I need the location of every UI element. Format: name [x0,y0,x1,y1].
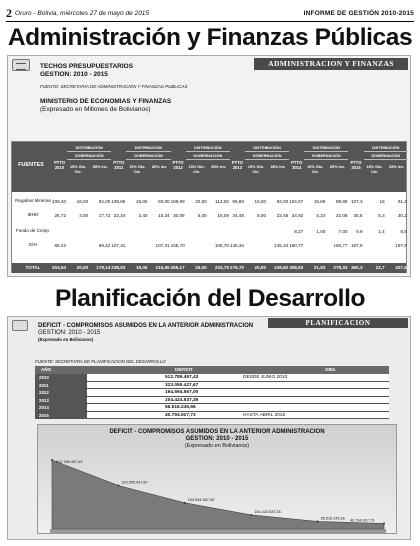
table-row [35,382,389,390]
row-deficit: 104.424.537,35 [165,397,199,403]
row-year: 2013 [35,397,87,404]
col-deficit: DEFICIT [175,367,193,372]
deficit-table [35,366,389,419]
col-distribucion: DISTRIBUCIÓN [364,145,408,152]
ministry-name: MINISTERIO DE ECONOMIAS Y FINANZAS [40,98,172,105]
table-cell: 16,00 [76,199,89,204]
col-inversion: 85% Inv. [389,165,405,169]
row-label: TOTAL [25,265,41,270]
table-cell: 5,3 [378,213,385,218]
chart-title: DEFICIT - COMPROMISOS ASUMIDOS EN LA ANTERIOR ADMINISTRACION [109,429,325,435]
table-cell: 145,34 [274,243,289,248]
table-cell: 1,4 [378,229,385,234]
table-cell: 197,6 [395,243,407,248]
table-cell: 107,31 [111,243,126,248]
table-cell: 108,86 [111,199,126,204]
table-cell: 108,40 [52,199,67,204]
table-cell: 113,00 [215,199,229,204]
table-cell: 160,77 [289,243,304,248]
chart-data-label: 40.794.927,73 [350,518,375,523]
chart-point [317,520,319,522]
panel-title: DEFICIT - COMPROMISOS ASUMIDOS EN LA ANTERIOR ADMINISTRACION [38,323,254,329]
row-label: Fondo de Comp. [15,228,51,233]
table-cell: 20,00 [76,265,89,270]
chart-point [117,485,119,487]
row-label: Regalías Mineras [15,198,51,203]
col-distribucion: DISTRIBUCIÓN [67,145,111,152]
row-obs: DESDE JUNIO 2010 [243,375,288,380]
col-year: AÑO [41,367,52,372]
header-rule [6,21,414,22]
table-cell: 22,34 [113,213,126,218]
row-year: 2014 [35,404,87,411]
table-cell: 5,24 [316,213,326,218]
table-cell: 105,70 [170,243,185,248]
units-note: (Expresado en Bolivianos) [38,337,94,342]
row-obs: HASTA ABRIL 2015 [243,412,286,418]
table-cell: 16 [379,199,385,204]
table-cell: 199,99 [170,199,185,204]
table-cell: 22,48 [276,213,289,218]
chart-data-label: 194.594.567,00 [187,497,215,502]
col-ptto: PTTO 2010 [53,160,66,170]
table-cell: 69,42 [54,243,66,248]
row-year: 2010 [35,374,87,381]
table-cell: 20,00 [254,265,267,270]
panel-fuente: FUENTE: SECRETARIA DE PLANIFICACION DEL DESARROLLO [35,359,166,364]
headline-finanzas: Administración y Finanzas Públicas [7,24,413,51]
col-gasto-corriente: 15% Gto. Cte. [129,165,146,174]
table-cell: 17,72 [98,213,111,218]
table-cell: 93,00 [158,199,170,204]
col-distribucion: DISTRIBUCIÓN [304,145,348,152]
panel-fuente: FUENTE: SECRETARIA DE ADMINISTRACION Y FINANZAS PUBLICAS [40,84,188,89]
table-cell: 9,9 [356,229,363,234]
government-logo-icon [12,320,28,331]
table-cell: 92,00 [98,199,111,204]
government-logo-icon [12,59,30,71]
chart-data-label: 56.516.245,66 [320,516,345,521]
table-cell: 276,70 [229,265,244,270]
chart-point [184,502,186,504]
row-deficit: 40.794.927,73 [165,412,196,418]
table-row [35,412,389,420]
table-cell: 21,93 [313,265,326,270]
table-header [35,366,389,374]
col-gobernacion: GOBERNACIÓN [186,153,230,160]
col-gasto-corriente: 15% Gto. Cte. [69,165,87,174]
panel-band: ADMINISTRACION Y FINANZAS [254,58,408,70]
table-cell: 204,54 [52,265,67,270]
table-cell: 327,6 [395,265,407,270]
row-deficit: 512.789.497,43 [165,375,199,380]
table-cell: 350,3 [351,265,363,270]
table-cell: 19,00 [135,265,148,270]
table-cell: 104,57 [289,199,304,204]
table-cell: 107,31 [155,243,170,248]
col-gasto-corriente: 15% Gto. Cte. [247,165,265,174]
table-cell: 26,72 [54,213,66,218]
table-cell: 91,3 [397,199,407,204]
table-row [35,404,389,412]
deficit-chart [37,424,397,534]
col-inversion: 85% Inv. [211,165,227,169]
col-gasto-corriente: 15% Gto. Cte. [307,165,324,174]
row-deficit: 56.516.245,66 [165,405,196,410]
col-gobernacion: GOBERNACIÓN [245,153,289,160]
table-cell: 30,09 [173,213,185,218]
table-cell: 20,00 [195,199,207,204]
col-inversion: 85% Inv. [270,165,286,169]
chart-subtitle: GESTION: 2010 - 2015 [185,436,249,442]
panel-gestion: GESTION: 2010 - 2015 [40,71,108,78]
table-cell: 7,00 [338,229,348,234]
chart-point [383,523,385,525]
table-cell: 15,34 [158,213,170,218]
table-cell: 69,42 [98,243,111,248]
table-cell: 3,40 [138,213,148,218]
row-year: 2011 [35,382,87,389]
chart-point [250,514,252,516]
location-date: Oruro - Bolivia, miércoles 27 de mayo de 2015 [15,9,150,17]
table-cell: 15,69 [313,199,326,204]
table-cell: 34,92 [291,213,304,218]
table-row [12,242,406,252]
panel-title: TECHOS PRESUPUESTARIOS [40,63,134,70]
table-cell: 1,00 [316,229,326,234]
col-inversion: 85% Inv. [329,165,345,169]
col-gasto-corriente: 15% Gto. Cte. [188,165,205,174]
total-row [12,263,406,273]
table-row [12,212,406,222]
table-cell: 35,5 [353,213,363,218]
table-row [12,198,406,208]
page-number: 2 [6,5,12,20]
col-distribucion: DISTRIBUCIÓN [186,145,230,152]
col-gobernacion: GOBERNACIÓN [364,153,408,160]
col-gobernacion: GOBERNACIÓN [304,153,348,160]
table-cell: 22,08 [335,213,348,218]
chart-base [50,529,386,533]
table-cell: 145,34 [229,243,244,248]
table-row [35,397,389,405]
table-cell: 197,6 [351,243,363,248]
col-ptto: PTTO 2015 [350,160,362,170]
units-note: (Expresado en Millones de Bolivianos) [40,106,151,113]
table-cell: 16,00 [135,199,148,204]
chart-plot [38,425,398,535]
table-cell: 5,00 [197,213,207,218]
table-cell: 5,00 [257,213,267,218]
row-deficit: 323.055.427,67 [165,382,199,388]
row-year: 2015 [35,412,87,419]
chart-data-label: 512.789.497,43 [56,460,83,464]
row-deficit: 194.594.567,00 [165,390,199,395]
table-cell: 4,00 [79,213,89,218]
page-header [6,6,414,20]
table-cell: 8,5 [400,229,407,234]
row-year: 2012 [35,389,87,396]
col-ptto: PTTO 2011 [113,160,125,170]
deficit-panel [7,316,411,540]
table-cell: 308,53 [289,265,304,270]
col-gasto-corriente: 15% Gto. Cte. [366,165,383,174]
col-ptto: PTTO 2012 [172,160,184,170]
chart-point [51,459,53,461]
table-cell: 105,70 [214,243,229,248]
col-fuentes: FUENTES [18,162,44,168]
table-cell: 25,00 [195,265,207,270]
table-row [35,374,389,382]
table-cell: 160,77 [333,243,348,248]
table-row [35,389,389,397]
table-cell: 249,82 [274,265,289,270]
panel-band: PLANIFICACION [268,318,408,328]
col-gobernacion: GOBERNACIÓN [67,153,111,160]
col-distribucion: DISTRIBUCIÓN [126,145,170,152]
table-cell: 215,65 [155,265,170,270]
table-cell: 34,48 [232,213,244,218]
col-inversion: 85% Inv. [152,165,167,169]
col-distribucion: DISTRIBUCIÓN [245,145,289,152]
headline-planificacion: Planificación del Desarrollo [54,285,366,312]
table-cell: 178,14 [96,265,111,270]
section-title: INFORME DE GESTIÓN 2010-2015 [303,9,414,17]
row-label: IEHD [27,212,39,217]
table-cell: 238,53 [111,265,126,270]
col-gobernacion: GOBERNACIÓN [126,153,170,160]
table-cell: 96,88 [232,199,244,204]
chart-data-label: 323.055.427,67 [121,480,148,485]
chart-units: (Expresado en Bolivianos) [184,443,250,449]
panel-gestion: GESTION: 2010 - 2015 [38,330,101,336]
col-inversion: 85% Inv. [92,165,108,169]
table-cell: 82,00 [276,199,289,204]
col-ptto: PTTO 2013 [231,160,243,170]
table-cell: 266,17 [170,265,185,270]
table-row [12,228,406,238]
table-cell: 278,33 [333,265,348,270]
table-cell: 15,09 [217,213,229,218]
col-obs: OBS. [325,367,337,372]
table-cell: 88,89 [335,199,348,204]
table-cell: 15,00 [254,199,267,204]
row-label: IDH [29,242,37,247]
budget-panel [7,55,411,277]
table-cell: 22,7 [375,265,385,270]
table-cell: 234,79 [214,265,229,270]
table-cell: 30,2 [397,213,407,218]
chart-data-label: 104.424.537,35 [254,509,281,514]
table-cell: 8,27 [294,229,304,234]
budget-table [11,141,407,273]
col-ptto: PTTO 2014 [291,160,303,170]
table-cell: 107,3 [351,199,363,204]
